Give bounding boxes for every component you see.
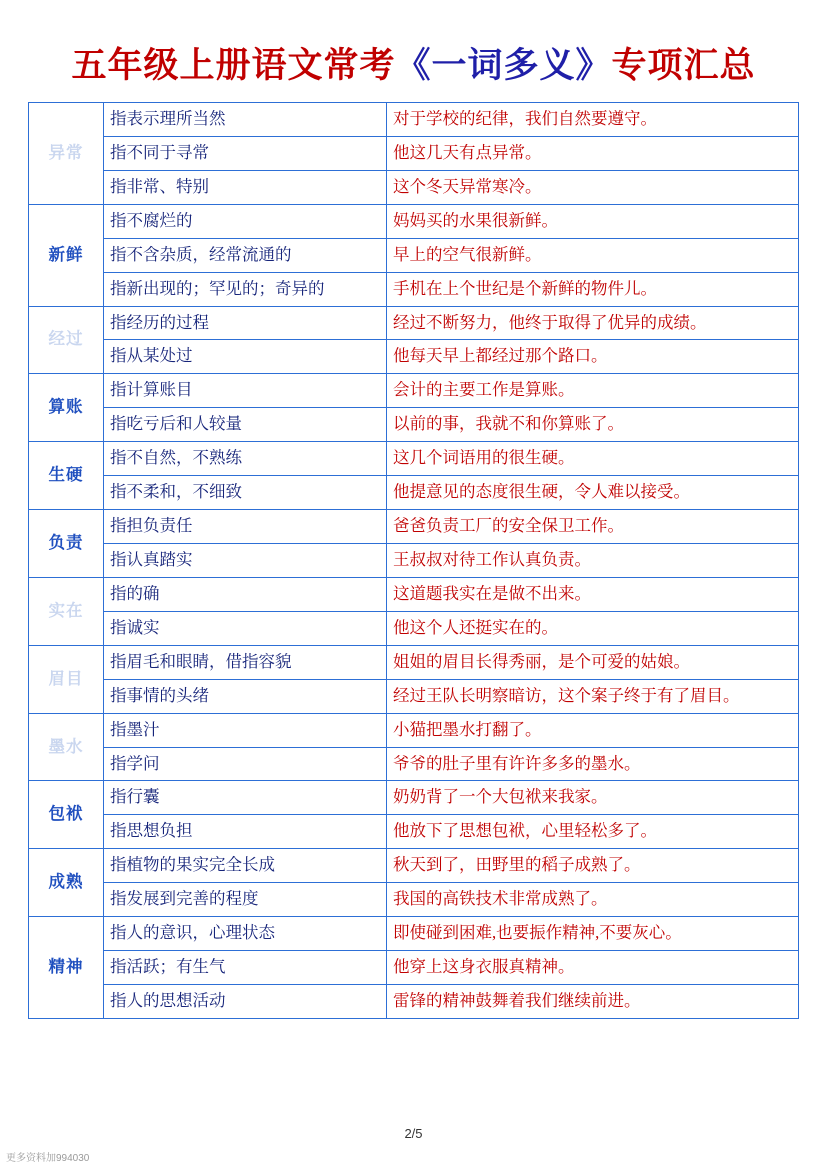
word-cell: 新鲜	[29, 204, 104, 306]
meaning-cell: 指从某处过	[104, 340, 387, 374]
table-row	[29, 442, 799, 476]
table-row	[29, 204, 799, 238]
word-cell: 负责	[29, 510, 104, 578]
meaning-cell: 指眉毛和眼睛，借指容貌	[104, 645, 387, 679]
table-row	[29, 272, 799, 306]
meaning-cell: 指认真踏实	[104, 543, 387, 577]
example-cell: 早上的空气很新鲜。	[387, 238, 799, 272]
table-row	[29, 645, 799, 679]
meaning-cell: 指人的思想活动	[104, 984, 387, 1018]
table-row	[29, 747, 799, 781]
example-cell: 王叔叔对待工作认真负责。	[387, 543, 799, 577]
example-cell: 以前的事，我就不和你算账了。	[387, 408, 799, 442]
example-cell: 即使碰到困难,也要振作精神,不要灰心。	[387, 917, 799, 951]
word-cell: 算账	[29, 374, 104, 442]
table-row	[29, 238, 799, 272]
meaning-cell: 指发展到完善的程度	[104, 883, 387, 917]
footer-watermark: 更多资料加994030	[6, 1153, 90, 1164]
table-row	[29, 136, 799, 170]
meaning-cell: 指活跃；有生气	[104, 951, 387, 985]
word-cell: 异常	[29, 103, 104, 205]
word-cell: 墨水	[29, 713, 104, 781]
table-row	[29, 815, 799, 849]
meaning-cell: 指学问	[104, 747, 387, 781]
word-cell: 眉目	[29, 645, 104, 713]
table-row	[29, 543, 799, 577]
meaning-cell: 指行囊	[104, 781, 387, 815]
table-row	[29, 917, 799, 951]
table-row	[29, 951, 799, 985]
example-cell: 我国的高铁技术非常成熟了。	[387, 883, 799, 917]
word-cell: 实在	[29, 577, 104, 645]
title-prefix: 五年级上册语文常考	[71, 46, 396, 85]
meaning-cell: 指不自然，不熟练	[104, 442, 387, 476]
table-row	[29, 849, 799, 883]
example-cell: 雷锋的精神鼓舞着我们继续前进。	[387, 984, 799, 1018]
meaning-cell: 指诚实	[104, 611, 387, 645]
example-cell: 手机在上个世纪是个新鲜的物件儿。	[387, 272, 799, 306]
title-suffix: 专项汇总	[611, 46, 756, 85]
example-cell: 对于学校的纪律，我们自然要遵守。	[387, 103, 799, 137]
meaning-cell: 指不柔和，不细致	[104, 476, 387, 510]
meaning-cell: 指事情的头绪	[104, 679, 387, 713]
word-cell: 生硬	[29, 442, 104, 510]
example-cell: 他穿上这身衣服真精神。	[387, 951, 799, 985]
word-cell: 经过	[29, 306, 104, 374]
meaning-cell: 指不同于寻常	[104, 136, 387, 170]
example-cell: 经过不断努力，他终于取得了优异的成绩。	[387, 306, 799, 340]
example-cell: 经过王队长明察暗访，这个案子终于有了眉目。	[387, 679, 799, 713]
table-row	[29, 679, 799, 713]
table-row	[29, 984, 799, 1018]
table-row	[29, 713, 799, 747]
example-cell: 他提意见的态度很生硬，令人难以接受。	[387, 476, 799, 510]
meaning-cell: 指经历的过程	[104, 306, 387, 340]
table-row	[29, 577, 799, 611]
meaning-cell: 指不含杂质，经常流通的	[104, 238, 387, 272]
meaning-cell: 指新出现的；罕见的；奇异的	[104, 272, 387, 306]
table-row	[29, 611, 799, 645]
table-row	[29, 476, 799, 510]
title-highlight: 《一词多义》	[395, 46, 612, 85]
table-row	[29, 781, 799, 815]
page-number: 2/5	[404, 1126, 423, 1141]
example-cell: 姐姐的眉目长得秀丽，是个可爱的姑娘。	[387, 645, 799, 679]
example-cell: 他这几天有点异常。	[387, 136, 799, 170]
table-row	[29, 306, 799, 340]
meaning-cell: 指表示理所当然	[104, 103, 387, 137]
table-row	[29, 374, 799, 408]
example-cell: 他放下了思想包袱，心里轻松多了。	[387, 815, 799, 849]
meaning-cell: 指思想负担	[104, 815, 387, 849]
meaning-cell: 指计算账目	[104, 374, 387, 408]
example-cell: 他每天早上都经过那个路口。	[387, 340, 799, 374]
example-cell: 这道题我实在是做不出来。	[387, 577, 799, 611]
word-cell: 包袱	[29, 781, 104, 849]
table-row	[29, 883, 799, 917]
table-row	[29, 170, 799, 204]
example-cell: 爸爸负责工厂的安全保卫工作。	[387, 510, 799, 544]
example-cell: 小猫把墨水打翻了。	[387, 713, 799, 747]
table-row	[29, 408, 799, 442]
meaning-cell: 指吃亏后和人较量	[104, 408, 387, 442]
word-cell: 精神	[29, 917, 104, 1019]
table-row	[29, 103, 799, 137]
example-cell: 奶奶背了一个大包袱来我家。	[387, 781, 799, 815]
example-cell: 这几个词语用的很生硬。	[387, 442, 799, 476]
meaning-cell: 指墨汁	[104, 713, 387, 747]
example-cell: 爷爷的肚子里有许许多多的墨水。	[387, 747, 799, 781]
example-cell: 秋天到了，田野里的稻子成熟了。	[387, 849, 799, 883]
table-row	[29, 510, 799, 544]
example-cell: 会计的主要工作是算账。	[387, 374, 799, 408]
meaning-cell: 指不腐烂的	[104, 204, 387, 238]
example-cell: 妈妈买的水果很新鲜。	[387, 204, 799, 238]
word-cell: 成熟	[29, 849, 104, 917]
example-cell: 他这个人还挺实在的。	[387, 611, 799, 645]
meaning-cell: 指人的意识，心理状态	[104, 917, 387, 951]
polysemy-table	[28, 102, 799, 1019]
meaning-cell: 指的确	[104, 577, 387, 611]
meaning-cell: 指非常、特别	[104, 170, 387, 204]
table-row	[29, 340, 799, 374]
page-title	[28, 0, 799, 102]
example-cell: 这个冬天异常寒冷。	[387, 170, 799, 204]
meaning-cell: 指担负责任	[104, 510, 387, 544]
meaning-cell: 指植物的果实完全长成	[104, 849, 387, 883]
